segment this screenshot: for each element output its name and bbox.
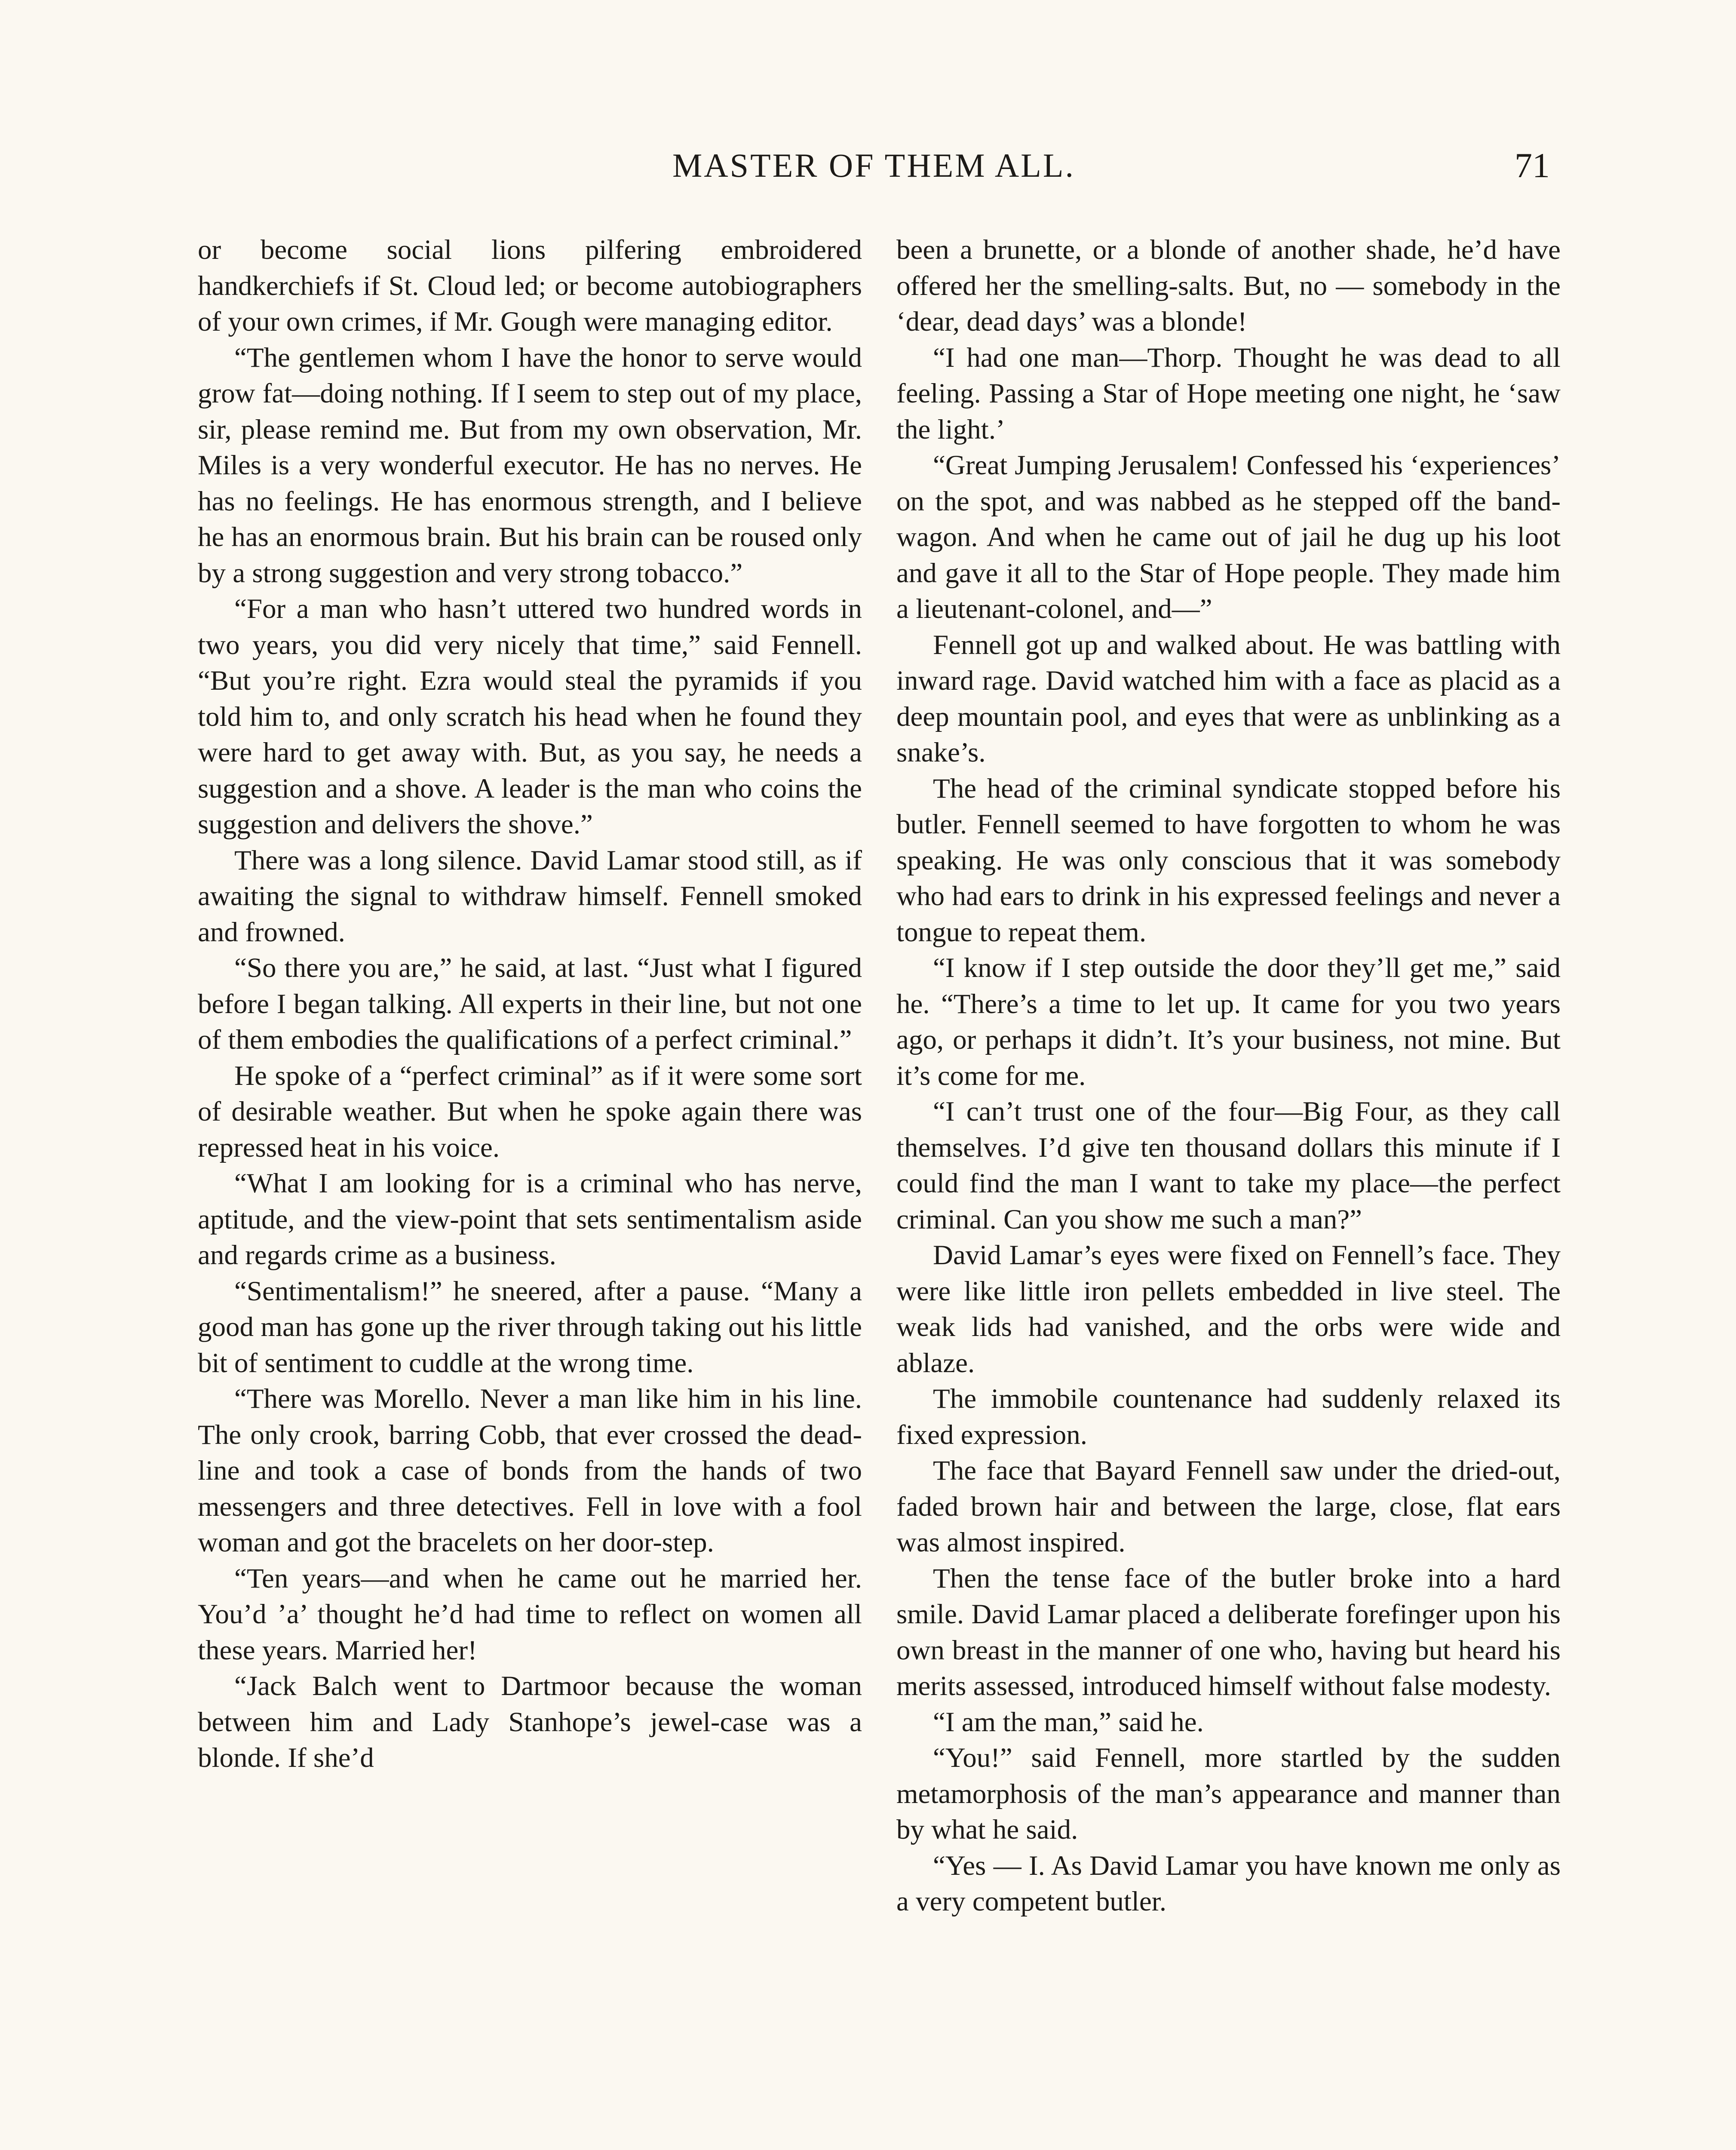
paragraph: “The gentlemen whom I have the honor to serve would grow fat—doing nothing. If I seem to step out of my place, sir, please remind me. But from my own observation, Mr. Miles is a very wonderful executor. He has no nerves. He has no feelings. He has enormous strength, and I believe he has an enormous brain. But his brain can be roused only by a strong suggestion and very strong tobacco.” (198, 342, 862, 589)
paragraph: “You!” said Fennell, more startled by the sudden metamorphosis of the man’s appearance and manner than by what he said. (896, 1742, 1561, 1845)
paragraph: “What I am looking for is a criminal who has nerve, aptitude, and the view-point that sets sentimentalism aside and regards crime as a business. (198, 1168, 862, 1271)
paragraph: “For a man who hasn’t uttered two hundred words in two years, you did very nicely that time,” said Fennell. “But you’re right. Ezra would steal the pyramids if you told him to, and only scratch his head when he found they were hard to get away with. But, as you say, he needs a suggestion and a shove. A leader is the man who coins the suggestion and delivers the shove.” (198, 593, 862, 840)
paragraph: “So there you are,” he said, at last. “Just what I figured before I began talking. All experts in their line, but not one of them embodies the qualifications of a perfect criminal.” (198, 952, 862, 1055)
paragraph: been a brunette, or a blonde of another shade, he’d have offered her the smelling-salts. But, no — somebody in the ‘dear, dead days’ was a blonde! (896, 234, 1561, 337)
paragraph: Fennell got up and walked about. He was battling with inward rage. David watched him with a face as placid as a deep mountain pool, and eyes that were as unblinking as a snake’s. (896, 629, 1561, 768)
running-title: MASTER OF THEM ALL. (672, 147, 1075, 184)
paragraph: He spoke of a “perfect criminal” as if it were some sort of desirable weather. But when he spoke again there was repressed heat in his voice. (198, 1060, 862, 1163)
paragraph: “Sentimentalism!” he sneered, after a pause. “Many a good man has gone up the river through taking out his little bit of sentiment to cuddle at the wrong time. (198, 1275, 862, 1379)
paragraph: The face that Bayard Fennell saw under the dried-out, faded brown hair and between the large, close, flat ears was almost inspired. (896, 1455, 1561, 1558)
paragraph: David Lamar’s eyes were fixed on Fennell’s face. They were like little iron pellets embedded in live steel. The weak lids had vanished, and the orbs were wide and ablaze. (896, 1240, 1561, 1379)
paragraph: The immobile countenance had suddenly relaxed its fixed expression. (896, 1383, 1561, 1450)
paragraph: “There was Morello. Never a man like him in his line. The only crook, barring Cobb, that ever crossed the dead-line and took a case of bonds from the hands of two messengers and three detectives. Fell in love with a fool woman and got the bracelets on her door-step. (198, 1383, 862, 1558)
paragraph: “Jack Balch went to Dartmoor because the woman between him and Lady Stanhope’s jewel-case was a blonde. If she’d (198, 1671, 862, 1773)
paragraph: “I had one man—Thorp. Thought he was dead to all feeling. Passing a Star of Hope meeting one night, he ‘saw the light.’ (896, 342, 1561, 445)
left-column (198, 232, 862, 1776)
paragraph: There was a long silence. David Lamar stood still, as if awaiting the signal to withdraw himself. Fennell smoked and frowned. (198, 845, 862, 948)
paragraph: “I can’t trust one of the four—Big Four, as they call themselves. I’d give ten thousand dollars this minute if I could find the man I want to take my place—the perfect criminal. Can you show me such a man?” (896, 1096, 1561, 1235)
page-header (198, 142, 1550, 189)
right-column (896, 232, 1561, 1920)
paragraph: Then the tense face of the butler broke into a hard smile. David Lamar placed a deliberate forefinger upon his own breast in the manner of one who, having but heard his merits assessed, introduced himself without false modesty. (896, 1563, 1561, 1702)
paragraph: “Great Jumping Jerusalem! Confessed his ‘experiences’ on the spot, and was nabbed as he stepped off the band-wagon. And when he came out of jail he dug up his loot and gave it all to the Star of Hope people. They made him a lieutenant-colonel, and—” (896, 450, 1561, 624)
paragraph: or become social lions pilfering embroidered handkerchiefs if St. Cloud led; or become autobiographers of your own crimes, if Mr. Gough were managing editor. (198, 234, 862, 337)
paragraph: “I am the man,” said he. (933, 1706, 1204, 1738)
page-number: 71 (1515, 146, 1550, 185)
paragraph: “I know if I step outside the door they’ll get me,” said he. “There’s a time to let up. It came for you two years ago, or perhaps it didn’t. It’s your business, not mine. But it’s come for me. (896, 952, 1561, 1091)
paragraph: “Ten years—and when he came out he married her. You’d ’a’ thought he’d had time to reflect on women all these years. Married her! (198, 1563, 862, 1666)
paragraph: The head of the criminal syndicate stopped before his butler. Fennell seemed to have forgotten to whom he was speaking. He was only conscious that it was somebody who had ears to drink in his expressed feelings and never a tongue to repeat them. (896, 773, 1561, 948)
paragraph: “Yes — I. As David Lamar you have known me only as a very competent butler. (896, 1850, 1561, 1917)
